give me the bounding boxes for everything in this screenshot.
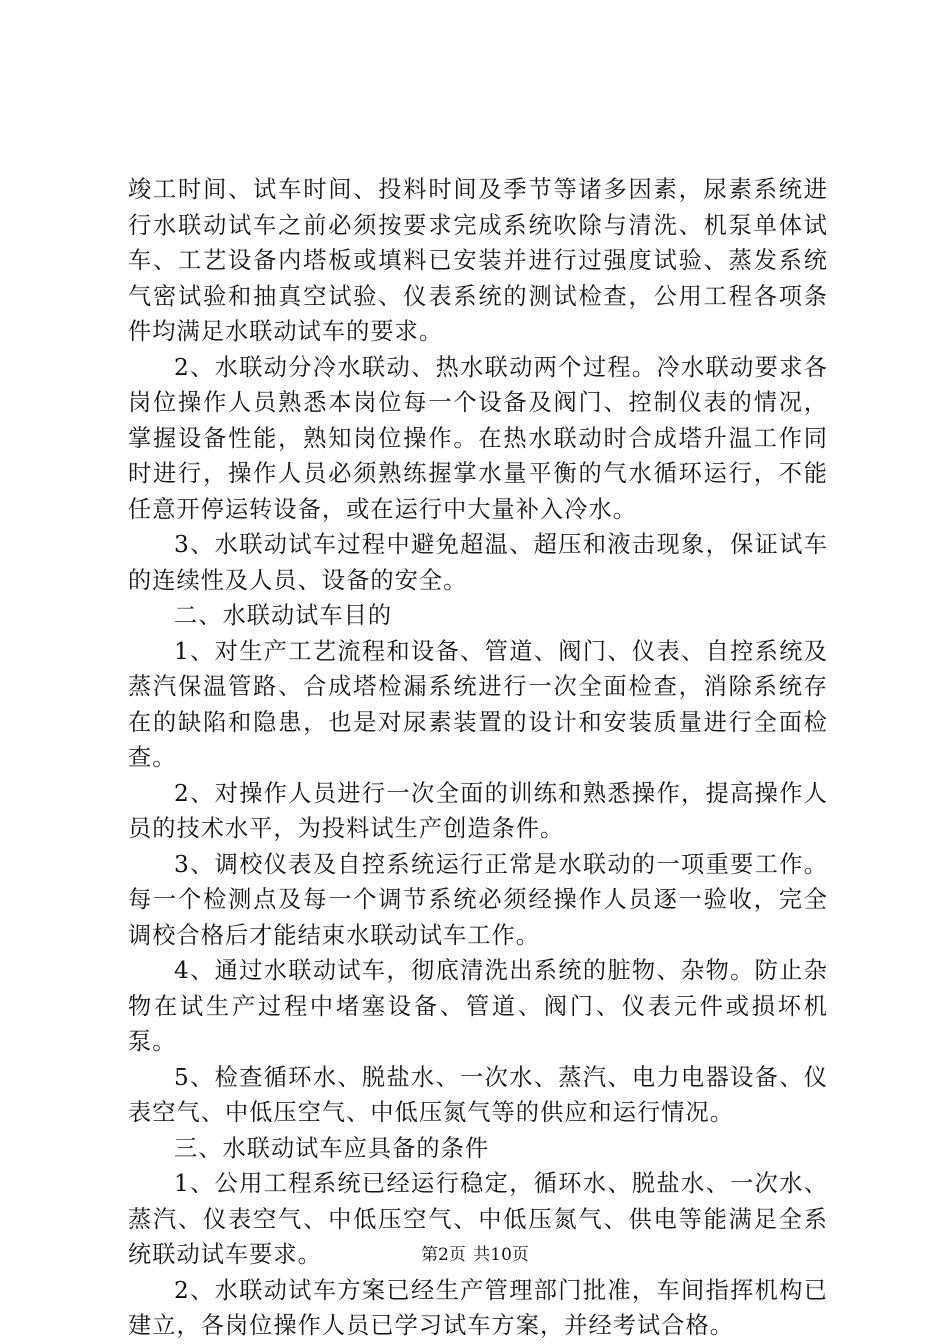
paragraph-item-3: 3、水联动试车过程中避免超温、超压和液击现象，保证试车的连续性及人员、设备的安全。	[128, 531, 828, 594]
paragraph-purpose-3: 3、调校仪表及自控系统运行正常是水联动的一项重要工作。每一个检测点及每一个调节系统必须经操作人员逐一验收，完全调校合格后才能结束水联动试车工作。	[128, 850, 828, 949]
paragraph-condition-1: 1、公用工程系统已经运行稳定，循环水、脱盐水、一次水、蒸汽、仪表空气、中低压空气、中低压氮气、供电等能满足全系统联动试车要求。	[128, 1170, 828, 1268]
document-body	[128, 172, 828, 1344]
section-heading-purpose: 二、水联动试车目的	[174, 602, 393, 629]
page-footer	[0, 1245, 950, 1265]
paragraph-purpose-2: 2、对操作人员进行一次全面的训练和熟悉操作，提高操作人员的技术水平，为投料试生产创造条件。	[128, 779, 828, 842]
paragraph-purpose-1: 1、对生产工艺流程和设备、管道、阀门、仪表、自控系统及蒸汽保温管路、合成塔检漏系统进行一次全面检查，消除系统存在的缺陷和隐患，也是对尿素装置的设计和安装质量进行全面检查。	[128, 637, 828, 771]
paragraph-purpose-4: 4、通过水联动试车，彻底清洗出系统的脏物、杂物。防止杂物在试生产过程中堵塞设备、管道、阀门、仪表元件或损坏机泵。	[128, 957, 828, 1055]
paragraph-item-2: 2、水联动分冷水联动、热水联动两个过程。冷水联动要求各岗位操作人员熟悉本岗位每一个设备及阀门、控制仪表的情况，掌握设备性能，熟知岗位操作。在热水联动时合成塔升温工作同时进行，操作人员必须熟练握掌水量平衡的气水循环运行，不能任意开停运转设备，或在运行中大量补入冷水。	[128, 353, 828, 523]
paragraph-purpose-5: 5、检查循环水、脱盐水、一次水、蒸汽、电力电器设备、仪表空气、中低压空气、中低压氮气等的供应和运行情况。	[128, 1063, 828, 1126]
page-number: 第2页	[421, 1245, 466, 1265]
section-heading-conditions: 三、水联动试车应具备的条件	[174, 1134, 490, 1162]
paragraph-continuation: 竣工时间、试车时间、投料时间及季节等诸多因素，尿素系统进行水联动试车之前必须按要求完成系统吹除与清洗、机泵单体试车、工艺设备内塔板或填料已安装并进行过强度试验、蒸发系统气密试验和抽真空试验、仪表系统的测试检查，公用工程各项条件均满足水联动试车的要求。	[128, 176, 828, 345]
page-total: 共10页	[473, 1245, 529, 1265]
paragraph-condition-2: 2、水联动试车方案已经生产管理部门批准，车间指挥机构已建立，各岗位操作人员已学习试车方案，并经考试合格。	[128, 1276, 828, 1339]
